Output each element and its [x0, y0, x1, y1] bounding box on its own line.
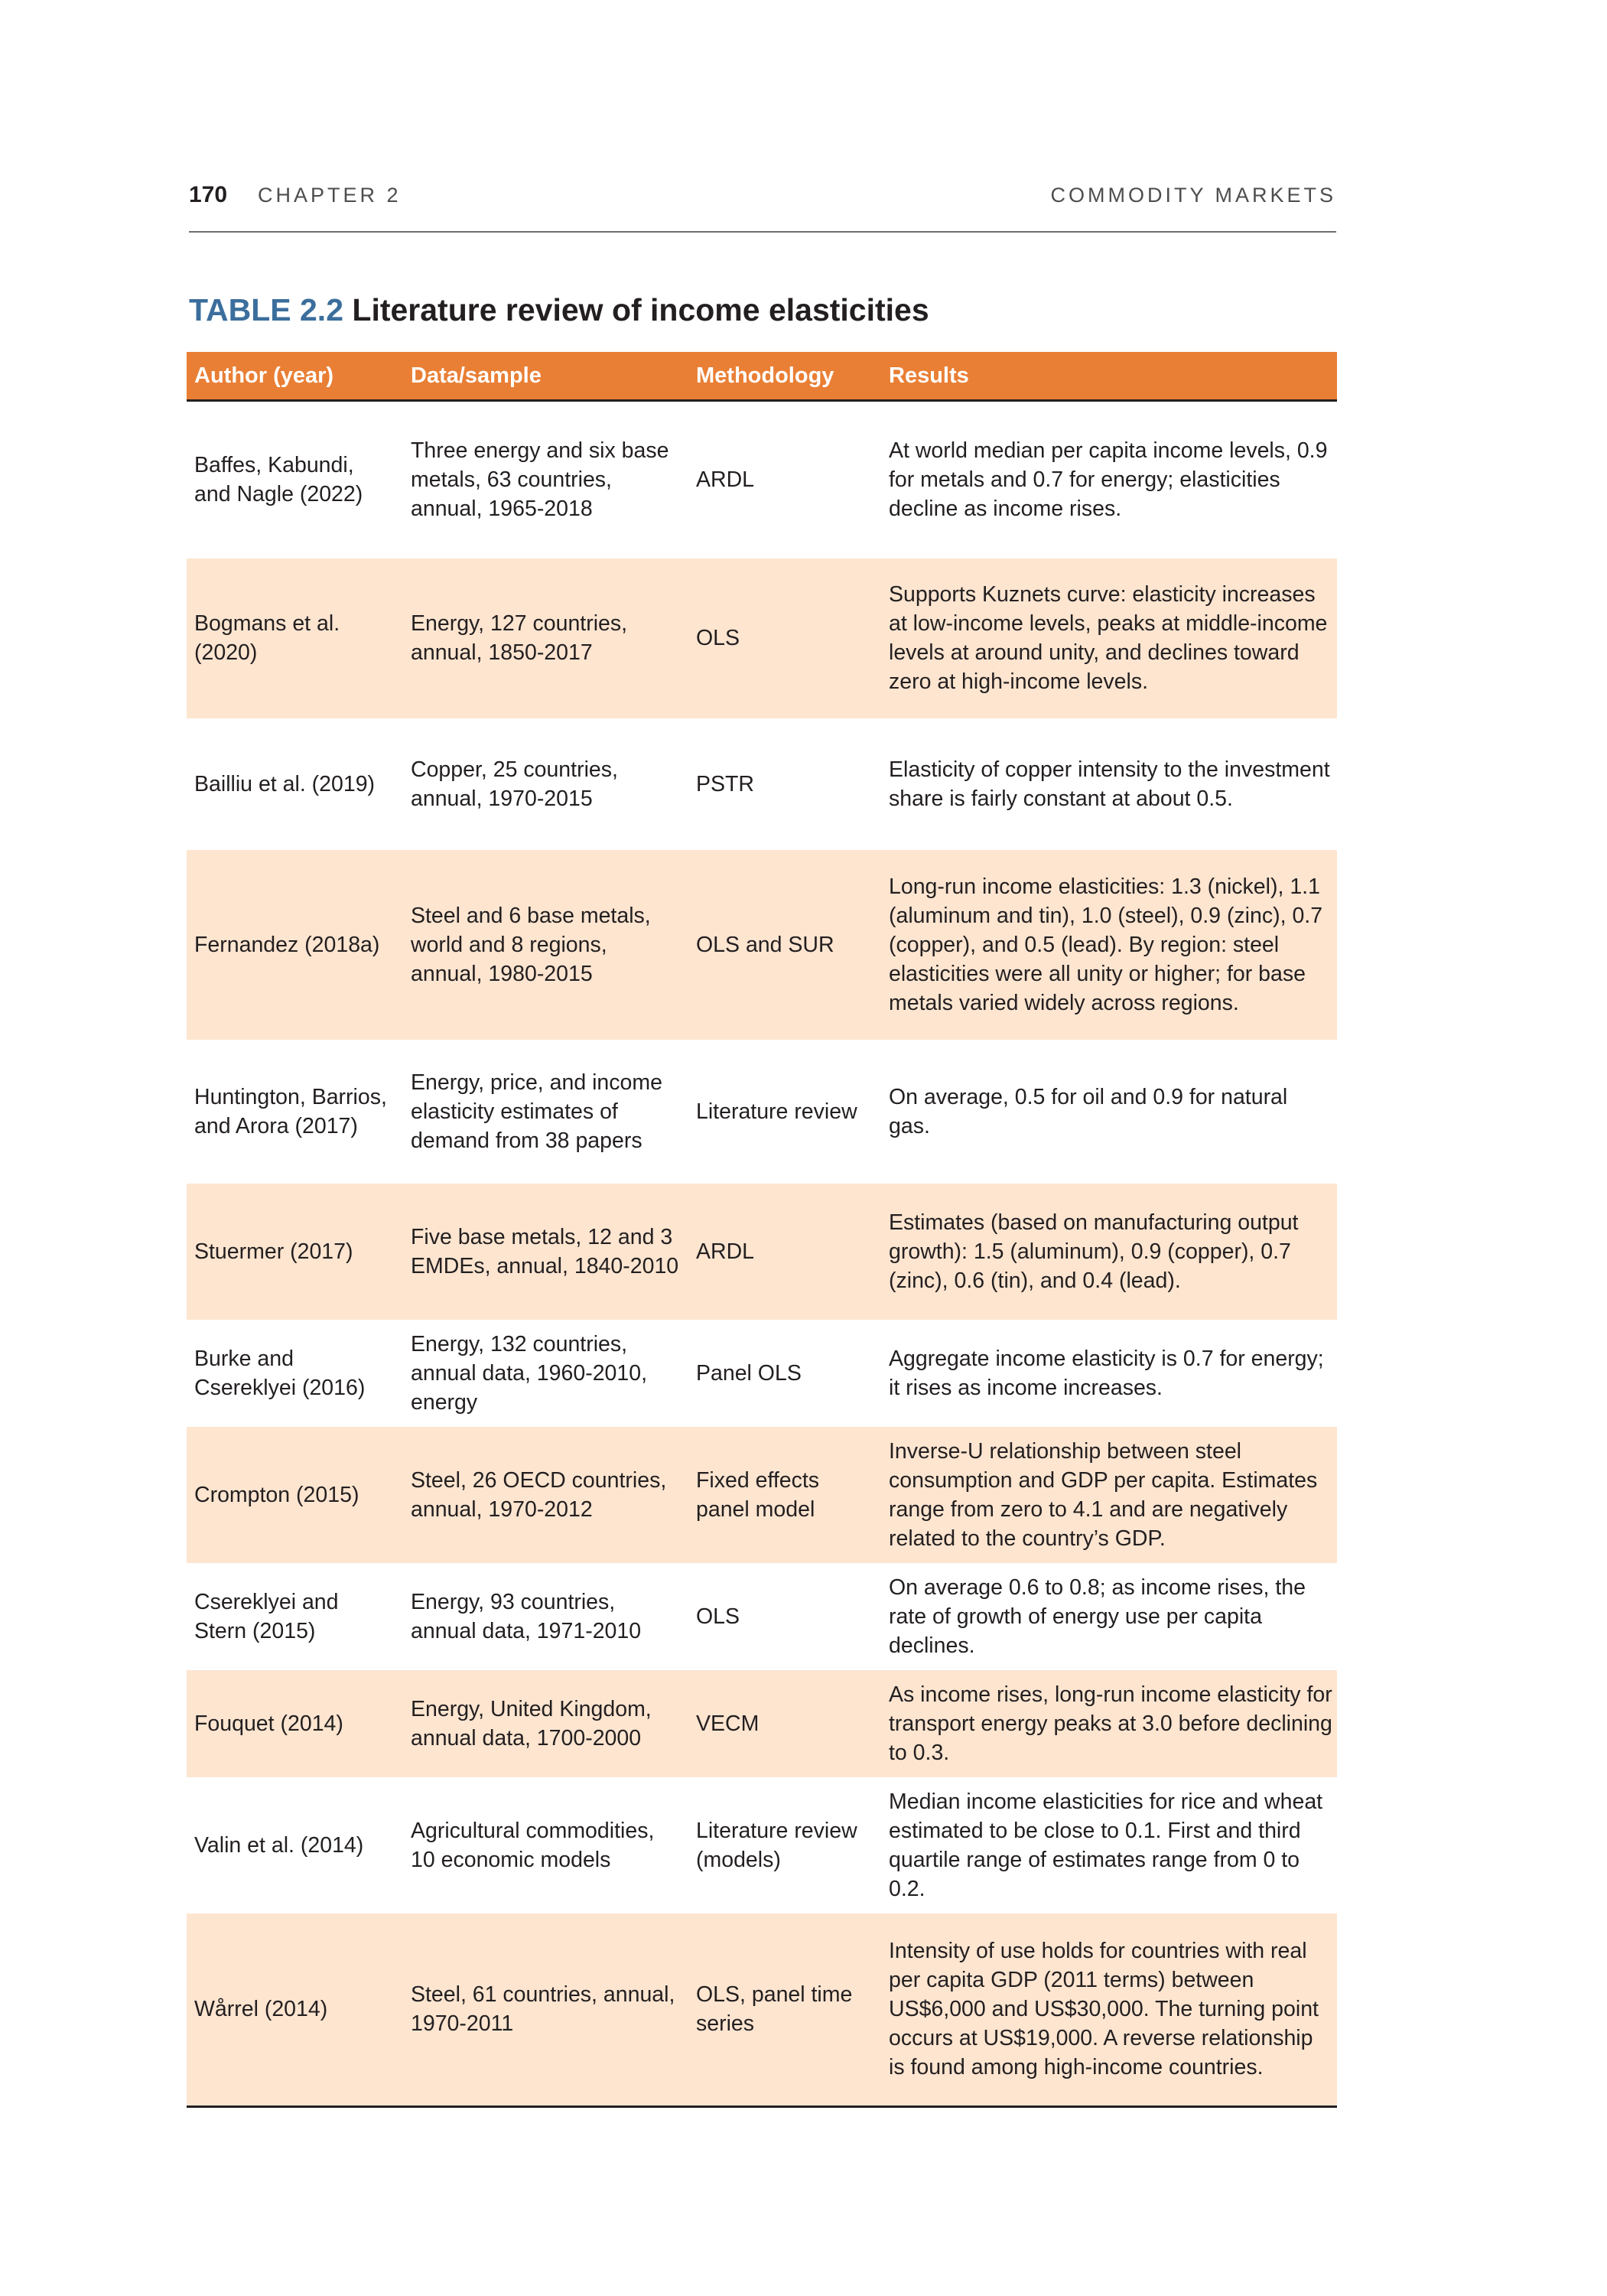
cell-author: Fouquet (2014) — [187, 1670, 403, 1777]
cell-methodology: Fixed effects panel model — [688, 1427, 881, 1563]
cell-author: Baffes, Kabundi, and Nagle (2022) — [194, 453, 363, 507]
cell-methodology: Panel OLS — [696, 1360, 802, 1386]
cell-author: Bailliu et al. (2019) — [194, 771, 376, 796]
table-row — [187, 718, 1337, 850]
table-row — [187, 1563, 1337, 1670]
cell-methodology: OLS and SUR — [688, 850, 881, 1040]
cell-data: Energy, 127 countries, annual, 1850-2017 — [403, 559, 688, 718]
cell-author: Fernandez (2018a) — [187, 850, 403, 1040]
table-title — [189, 292, 929, 328]
column-header-author: Author (year) — [187, 352, 403, 401]
cell-methodology: VECM — [688, 1670, 881, 1777]
cell-author: Stuermer (2017) — [187, 1184, 403, 1320]
table-number: TABLE 2.2 — [189, 292, 343, 327]
cell-author: Burke and Csereklyei (2016) — [194, 1346, 366, 1400]
cell-methodology: OLS — [696, 1604, 740, 1629]
chapter-label: CHAPTER 2 — [258, 184, 402, 207]
cell-results: Aggregate income elasticity is 0.7 for energy; it rises as income increases. — [889, 1346, 1324, 1400]
cell-data: Energy, price, and income elasticity estimates of demand from 38 papers — [411, 1070, 662, 1153]
table-row — [187, 1040, 1337, 1184]
cell-methodology: OLS — [688, 559, 881, 718]
cell-methodology: Literature review (models) — [696, 1818, 857, 1872]
table-row — [187, 1777, 1337, 1913]
cell-author: Huntington, Barrios, and Arora (2017) — [194, 1084, 387, 1138]
cell-author: Csereklyei and Stern (2015) — [194, 1589, 339, 1643]
cell-data: Energy, 93 countries, annual data, 1971-2010 — [411, 1589, 642, 1643]
page-header — [189, 182, 1336, 233]
cell-results: Intensity of use holds for countries with real per capita GDP (2011 terms) between US$6,000 and US$30,000. The turning point occurs at US$19,000. A reverse relationship is found among high-income countries. — [881, 1913, 1337, 2107]
cell-data: Steel, 26 OECD countries, annual, 1970-2012 — [403, 1427, 688, 1563]
cell-data: Agricultural commodities, 10 economic models — [411, 1818, 655, 1872]
cell-author: Valin et al. (2014) — [194, 1832, 364, 1858]
cell-methodology: PSTR — [696, 771, 755, 796]
cell-data: Copper, 25 countries, annual, 1970-2015 — [411, 757, 618, 811]
cell-results: As income rises, long-run income elasticity for transport energy peaks at 3.0 before declining to 0.3. — [881, 1670, 1337, 1777]
cell-results: Median income elasticities for rice and wheat estimated to be close to 0.1. First and third quartile range of estimates range from 0 to 0.2. — [889, 1789, 1323, 1901]
cell-author: Wårrel (2014) — [187, 1913, 403, 2107]
table-row — [187, 1184, 1337, 1320]
cell-methodology: Literature review — [696, 1099, 857, 1124]
table-row — [187, 1670, 1337, 1777]
cell-results: Long-run income elasticities: 1.3 (nickel), 1.1 (aluminum and tin), 1.0 (steel), 0.9 (zinc), 0.7 (copper), and 0.5 (lead). By region: steel elasticities were all unity or higher; for base metals varied widely across regions. — [881, 850, 1337, 1040]
cell-results: On average, 0.5 for oil and 0.9 for natural gas. — [889, 1084, 1288, 1138]
column-header-results: Results — [881, 352, 1337, 401]
cell-data: Energy, 132 countries, annual data, 1960-2010, energy — [411, 1331, 648, 1415]
column-header-data: Data/sample — [403, 352, 688, 401]
cell-results: Estimates (based on manufacturing output growth): 1.5 (aluminum), 0.9 (copper), 0.7 (zinc), 0.6 (tin), and 0.4 (lead). — [881, 1184, 1337, 1320]
cell-results: On average 0.6 to 0.8; as income rises, the rate of growth of energy use per capita declines. — [889, 1575, 1306, 1658]
cell-results: At world median per capita income levels, 0.9 for metals and 0.7 for energy; elasticities decline as income rises. — [889, 438, 1328, 522]
literature-table — [187, 352, 1337, 2108]
cell-results: Supports Kuznets curve: elasticity increases at low-income levels, peaks at middle-income levels at around unity, and declines toward zero at high-income levels. — [881, 559, 1337, 718]
cell-author: Bogmans et al. (2020) — [187, 559, 403, 718]
cell-methodology: ARDL — [688, 1184, 881, 1320]
table-caption: Literature review of income elasticities — [352, 292, 929, 327]
cell-data: Three energy and six base metals, 63 countries, annual, 1965-2018 — [411, 438, 669, 522]
running-title: COMMODITY MARKETS — [1050, 184, 1336, 207]
table-row — [187, 1320, 1337, 1427]
table-row — [187, 1913, 1337, 2107]
cell-data: Five base metals, 12 and 3 EMDEs, annual, 1840-2010 — [403, 1184, 688, 1320]
cell-data: Energy, United Kingdom, annual data, 1700-2000 — [403, 1670, 688, 1777]
cell-methodology: OLS, panel time series — [688, 1913, 881, 2107]
table-header-row — [187, 352, 1337, 401]
table-row — [187, 559, 1337, 718]
cell-methodology: ARDL — [696, 467, 755, 493]
page-number: 170 — [189, 182, 228, 207]
cell-data: Steel and 6 base metals, world and 8 regions, annual, 1980-2015 — [403, 850, 688, 1040]
table-row — [187, 1427, 1337, 1563]
column-header-methodology: Methodology — [688, 352, 881, 401]
cell-author: Crompton (2015) — [187, 1427, 403, 1563]
table-row — [187, 401, 1337, 559]
cell-data: Steel, 61 countries, annual, 1970-2011 — [403, 1913, 688, 2107]
cell-results: Elasticity of copper intensity to the investment share is fairly constant at about 0.5. — [889, 757, 1330, 811]
cell-results: Inverse-U relationship between steel consumption and GDP per capita. Estimates range from zero to 4.1 and are negatively related to the country’s GDP. — [881, 1427, 1337, 1563]
table-row — [187, 850, 1337, 1040]
